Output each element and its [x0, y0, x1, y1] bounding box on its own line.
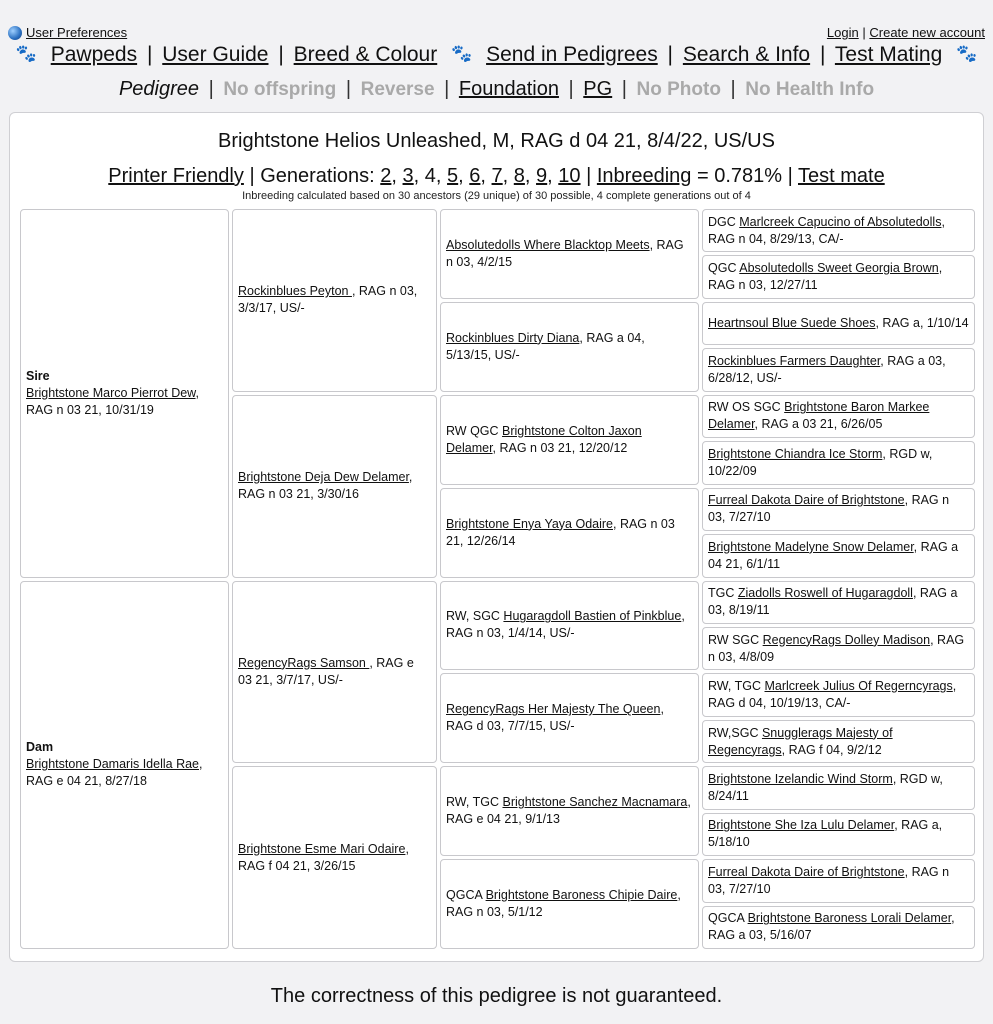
pedigree-cell: [232, 395, 437, 578]
pedigree-cell: [702, 813, 975, 856]
pedigree-cell: [702, 859, 975, 902]
cat-info: , RAG d 04, 10/19/13, CA/-: [708, 679, 957, 711]
pedigree-cell: [440, 395, 699, 485]
cat-name-link[interactable]: Brightstone Enya Yaya Odaire: [446, 516, 613, 531]
generation-link-6[interactable]: 6: [469, 165, 481, 187]
cell-content: [26, 368, 223, 419]
cat-info: , RAG a 04 21, 6/1/11: [708, 539, 959, 571]
pedigree-cell: [440, 302, 699, 392]
cat-info: , RAG e 04 21, 9/1/13: [446, 795, 691, 827]
cat-name-link[interactable]: Furreal Dakota Daire of Brightstone: [708, 864, 905, 879]
cell-content: [238, 841, 431, 875]
nav-user-guide[interactable]: User Guide: [162, 43, 269, 66]
pedigree-cell: [702, 766, 975, 809]
cat-name-link[interactable]: RegencyRags Samson: [238, 655, 370, 670]
generations-label: Generations:: [260, 165, 375, 187]
cat-name-link[interactable]: Brightstone Chiandra Ice Storm: [708, 446, 883, 461]
cat-name-link[interactable]: Absolutedolls Where Blacktop Meets: [446, 237, 650, 252]
pedigree-cell: [440, 859, 699, 949]
cell-content: [708, 771, 969, 805]
cat-info: , RAG e 04 21, 8/27/18: [26, 757, 203, 789]
separator: |: [819, 43, 826, 66]
globe-icon: [8, 26, 22, 40]
tab-no-offspring: No offspring: [223, 79, 337, 100]
pedigree-cell: [232, 766, 437, 949]
tab-pg[interactable]: PG: [583, 78, 613, 100]
cell-content: [446, 701, 693, 735]
separator: |: [444, 78, 450, 100]
cat-name-link[interactable]: Brightstone Colton Jaxon Delamer: [446, 423, 642, 455]
cat-info: , RAG f 04 21, 3/26/15: [238, 841, 409, 873]
separator: |: [249, 165, 261, 187]
cat-info: , RAG a 03, 5/16/07: [708, 911, 955, 943]
tab-foundation[interactable]: Foundation: [458, 78, 559, 100]
generation-link-2[interactable]: 2: [380, 165, 392, 187]
cell-content: [446, 423, 693, 457]
tab-pedigree: Pedigree: [118, 78, 199, 100]
separator: |: [568, 78, 574, 100]
separator: |: [146, 43, 153, 66]
cat-info: , RAG a 04, 5/13/15, US/-: [446, 330, 645, 362]
cell-content: [446, 608, 693, 642]
cat-info: , RAG n 03, 1/4/14, US/-: [446, 609, 685, 641]
cell-content: [708, 539, 969, 573]
title-prefix: RW, TGC: [446, 795, 503, 810]
pedigree-cell: [702, 581, 975, 624]
cell-content: [708, 214, 969, 248]
pedigree-cell: [440, 209, 699, 299]
cat-name-link[interactable]: Heartnsoul Blue Suede Shoes: [708, 316, 876, 331]
cat-info: , RAG a, 1/10/14: [875, 316, 969, 331]
cat-info: , RGD w, 8/24/11: [708, 771, 943, 803]
cat-info: , RAG n 03, 5/1/12: [446, 888, 681, 920]
cat-info: , RAG n 03 21, 10/31/19: [26, 385, 199, 417]
cat-info: , RAG n 03, 7/27/10: [708, 493, 950, 525]
cell-content: [708, 632, 969, 666]
dam-cell: [20, 581, 229, 950]
pedigree-cell: [440, 581, 699, 671]
cell-content: [446, 516, 693, 550]
cat-name-link[interactable]: Marlcreek Julius Of Regerncyrags: [764, 679, 953, 694]
cat-name-link[interactable]: Brightstone Marco Pierrot Dew: [26, 385, 196, 400]
separator: |: [208, 78, 214, 100]
pedigree-cell: [702, 255, 975, 298]
cell-content: [708, 492, 969, 526]
account-links: [827, 25, 985, 40]
separator: |: [667, 43, 674, 66]
title-prefix: RW, TGC: [708, 679, 765, 694]
cat-info: , RAG n 03 21, 12/26/14: [446, 516, 675, 548]
parent-label: Dam: [26, 740, 54, 755]
cat-name-link[interactable]: Rockinblues Dirty Diana: [446, 330, 580, 345]
cat-info: , RGD w, 10/22/09: [708, 446, 933, 478]
cat-name-link[interactable]: Brightstone Baron Markee Delamer: [708, 400, 930, 432]
cat-name-link[interactable]: Brightstone She Iza Lulu Delamer: [708, 818, 895, 833]
pedigree-cell: [702, 302, 975, 345]
cat-name-link[interactable]: Ziadolls Roswell of Hugaragdoll: [737, 586, 913, 601]
cat-info: , RAG n 03, 3/3/17, US/-: [238, 284, 418, 316]
cell-content: [708, 353, 969, 387]
pedigree-cell: [702, 395, 975, 438]
cat-info: , RAG d 03, 7/7/15, US/-: [446, 702, 664, 734]
cat-name-link[interactable]: Brightstone Baroness Chipie Daire: [485, 888, 678, 903]
generation-links: 2, 3, 4, 5, 6, 7, 8, 9, 10: [380, 165, 581, 187]
cat-info: , RAG n 03, 7/27/10: [708, 864, 950, 896]
cat-name-link[interactable]: Absolutedolls Sweet Georgia Brown: [739, 261, 939, 276]
cat-name-link[interactable]: Brightstone Baroness Lorali Delamer: [747, 911, 952, 926]
pedigree-cell: [702, 488, 975, 531]
cell-content: [708, 399, 969, 433]
cell-content: [708, 315, 969, 332]
tab-no-photo: No Photo: [636, 79, 721, 100]
pedigree-cell: [702, 720, 975, 763]
title-prefix: QGC: [708, 261, 740, 276]
title-prefix: QGCA: [708, 911, 748, 926]
top-bar: [8, 25, 985, 43]
nav-pawpeds[interactable]: Pawpeds: [50, 43, 138, 66]
cat-info: , RAG n 03 21, 3/30/16: [238, 470, 413, 502]
cell-content: [708, 817, 969, 851]
tab-reverse: Reverse: [360, 79, 435, 100]
login-link[interactable]: Login: [826, 25, 859, 40]
separator: |: [345, 78, 352, 100]
user-preferences[interactable]: [8, 25, 127, 40]
cat-info: , RAG n 04, 8/29/13, CA/-: [708, 214, 945, 246]
pedigree-cell: [232, 209, 437, 392]
title-prefix: DGC: [708, 214, 740, 229]
cat-name-link[interactable]: RegencyRags Dolley Madison: [762, 632, 931, 647]
cat-info: , RAG n 03, 4/8/09: [708, 632, 965, 664]
cat-name-link[interactable]: Brightstone Damaris Idella Rae: [26, 757, 199, 772]
pedigree-cell: [440, 766, 699, 856]
generation-link-3[interactable]: 3: [402, 165, 414, 187]
cell-content: [708, 725, 969, 759]
cat-info: , RAG a, 5/18/10: [708, 818, 943, 850]
pedigree-cell: [702, 673, 975, 716]
pedigree-cell: [702, 348, 975, 391]
cell-content: [708, 864, 969, 898]
printer-friendly-link[interactable]: Printer Friendly: [108, 165, 244, 187]
cat-info: , RAG a 03, 8/19/11: [708, 586, 958, 618]
pedigree-cell: [232, 581, 437, 764]
pedigree-cell: [702, 906, 975, 949]
inbreeding-note: Inbreeding calculated based on 30 ancestors (29 unique) of 30 possible, 4 complete generations out of 4: [242, 190, 751, 202]
generation-link-10[interactable]: 10: [558, 165, 581, 187]
cat-name-link[interactable]: Hugaragdoll Bastien of Pinkblue: [503, 609, 682, 624]
cell-content: [238, 655, 431, 689]
cell-content: [26, 739, 223, 790]
cell-content: [708, 678, 969, 712]
cat-name-link[interactable]: RegencyRags Her Majesty The Queen: [446, 702, 661, 717]
paw-icon: 🐾: [451, 44, 473, 63]
nav-breed-colour[interactable]: Breed & Colour: [293, 43, 438, 66]
cat-name-link[interactable]: Brightstone Deja Dew Delamer: [238, 470, 409, 485]
generation-link-8[interactable]: 8: [513, 165, 525, 187]
title-prefix: RW,SGC: [708, 725, 762, 740]
title-prefix: TGC: [708, 586, 738, 601]
cat-name-link[interactable]: Brightstone Izelandic Wind Storm: [708, 771, 893, 786]
cell-content: [238, 283, 431, 317]
cat-info: , RAG a 03, 6/28/12, US/-: [708, 354, 946, 386]
cat-name-link[interactable]: Brightstone Esme Mari Odaire: [238, 841, 406, 856]
cat-info: , RAG n 03, 12/27/11: [708, 261, 943, 293]
generation-current-4: 4: [424, 165, 436, 187]
paw-icon: 🐾: [956, 44, 978, 63]
separator: |: [787, 165, 798, 187]
cat-name-link[interactable]: Rockinblues Farmers Daughter: [708, 354, 881, 369]
separator: |: [730, 78, 736, 100]
nav-send-pedigrees[interactable]: Send in Pedigrees: [486, 43, 658, 66]
cat-name-link[interactable]: Marlcreek Capucino of Absolutedolls: [739, 214, 942, 229]
title-prefix: RW, SGC: [446, 609, 504, 624]
title-prefix: QGCA: [446, 888, 486, 903]
cat-name-link[interactable]: Rockinblues Peyton: [238, 284, 352, 299]
title-prefix: RW OS SGC: [708, 400, 785, 415]
cat-info: , RAG n 03 21, 12/20/12: [492, 440, 628, 455]
cell-content: [446, 330, 693, 364]
cat-info: , RAG e 03 21, 3/7/17, US/-: [238, 655, 414, 687]
main-nav: [0, 43, 993, 67]
cell-content: [708, 910, 969, 944]
cat-name-link[interactable]: Brightstone Madelyne Snow Delamer: [708, 539, 914, 554]
cell-content: [708, 260, 969, 294]
cat-name-link[interactable]: Snugglerags Majesty of Regencyrags: [708, 725, 893, 757]
title-prefix: RW SGC: [708, 632, 763, 647]
cat-name-link[interactable]: Furreal Dakota Daire of Brightstone: [708, 493, 905, 508]
separator: |: [278, 43, 284, 66]
tab-no-health-info: No Health Info: [745, 79, 875, 100]
nav-search-info[interactable]: Search & Info: [682, 43, 811, 66]
pedigree-cell: [440, 488, 699, 578]
create-account-link[interactable]: Create new account: [869, 25, 985, 40]
cat-info: , RAG a 03 21, 6/26/05: [754, 417, 883, 432]
nav-test-mating[interactable]: Test Mating: [834, 43, 943, 66]
cell-content: [238, 469, 431, 503]
generation-link-7[interactable]: 7: [491, 165, 503, 187]
pedigree-cell: [702, 209, 975, 252]
disclaimer: The correctness of this pedigree is not guaranteed.: [270, 985, 723, 1007]
separator: |: [621, 78, 627, 100]
pedigree-cell: [702, 534, 975, 577]
view-nav: [0, 78, 993, 101]
title-prefix: RW QGC: [446, 423, 503, 438]
cell-content: [708, 446, 969, 480]
generation-link-9[interactable]: 9: [536, 165, 548, 187]
pedigree-cell: [702, 441, 975, 484]
separator: |: [862, 25, 866, 40]
cat-info: , RAG n 03, 4/2/15: [446, 237, 684, 269]
cell-content: [446, 237, 693, 271]
separator: |: [586, 165, 597, 187]
inbreeding-value: = 0.781%: [696, 165, 783, 187]
paw-icon: 🐾: [15, 44, 37, 63]
pedigree-panel: [9, 112, 984, 962]
cell-content: [446, 887, 693, 921]
pedigree-tools: [10, 165, 983, 188]
pedigree-cell: [702, 627, 975, 670]
cat-name-link[interactable]: Brightstone Sanchez Macnamara: [502, 795, 688, 810]
cell-content: [446, 794, 693, 828]
cat-title: Brightstone Helios Unleashed, M, RAG d 04 21, 8/4/22, US/US: [218, 130, 775, 152]
test-mate-link[interactable]: Test mate: [798, 165, 885, 187]
cell-content: [708, 585, 969, 619]
inbreeding-link[interactable]: Inbreeding: [596, 165, 692, 187]
parent-label: Sire: [26, 368, 50, 383]
cat-info: , RAG f 04, 9/2/12: [781, 742, 882, 757]
sire-cell: [20, 209, 229, 578]
user-preferences-link[interactable]: User Preferences: [26, 25, 128, 40]
pedigree-cell: [440, 673, 699, 763]
generation-link-5[interactable]: 5: [447, 165, 459, 187]
